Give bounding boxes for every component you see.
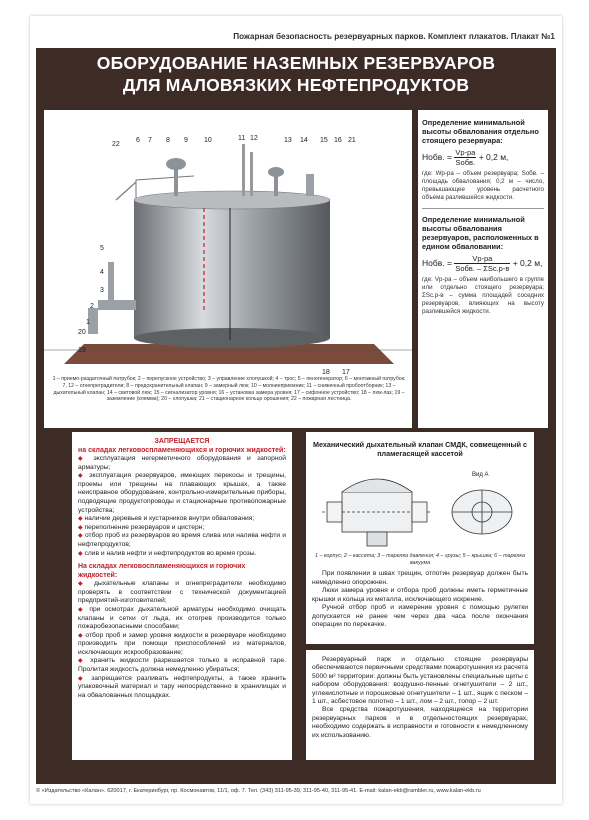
label-20: 20 [78, 329, 86, 336]
tank-illustration [44, 112, 412, 376]
rules-list-2 [78, 580, 286, 700]
rule-item: ◆ дыхательные клапаны и огнепреградители необходимо проверять в соответствии с технической документацией предприятий-изготовителей; [78, 580, 286, 605]
label-1: 1 [86, 319, 90, 326]
label-9: 9 [184, 137, 188, 144]
diamond-bullet-icon: ◆ [78, 516, 83, 523]
poster-title [36, 52, 556, 96]
label-15: 15 [320, 137, 328, 144]
def2-title: Определение минимальной высоты обвалования резервуаров, расположенных в едином обваловании: [422, 215, 539, 251]
def2-rhs: + 0,2 м, [512, 257, 543, 268]
def2-text: где: Vр-ра – объем наибольшего в группе или отдельно стоящего резервуара; ΣSс.р-в – сумма площадей соседних резервуаров, влияющих на высоту разлившейся жидкости. [422, 276, 544, 315]
def2-numerator: Vр-ра [454, 254, 510, 264]
label-16: 16 [334, 137, 342, 144]
diamond-bullet-icon: ◆ [78, 524, 83, 531]
diamond-bullet-icon: ◆ [78, 675, 86, 682]
label-17: 17 [342, 369, 350, 376]
diamond-bullet-icon: ◆ [78, 550, 83, 557]
tank-roof [134, 191, 330, 209]
rule-item: ◆ отбор проб и замер уровня жидкости в резервуаре необходимо производить при помощи приспособлений из материалов, исключающих искрообразование; [78, 631, 287, 656]
fire-equipment-text [312, 656, 528, 740]
rule-item: ◆ наличие деревьев и кустарников внутри обвалования; [78, 515, 255, 523]
def1-title: Определение минимальной высоты обвалования отдельно стоящего резервуара: [422, 118, 539, 145]
rules-title: ЗАПРЕЩАЕТСЯ [154, 438, 210, 445]
valve-notes [312, 570, 528, 630]
label-22: 22 [112, 141, 120, 148]
diamond-bullet-icon: ◆ [78, 581, 88, 588]
diamond-bullet-icon: ◆ [78, 456, 88, 462]
rule-item: ◆ эксплуатация негерметичного оборудования и запорной арматуры; [78, 455, 286, 471]
inlet-pipe [98, 300, 136, 310]
label-19: 19 [78, 347, 86, 354]
rule-item: ◆ переполнение резервуаров и цистерн; [78, 523, 205, 531]
tank-shell [134, 200, 330, 338]
def1-fraction [454, 148, 476, 167]
label-21: 21 [348, 137, 356, 144]
fire-ladder [116, 182, 136, 200]
def1-text: где: Wр-ра – объем резервуара; Sобв. – площадь обвалования; 0,2 м – число, превышающее уровень расчетного объема разлившейся жидкости. [422, 170, 544, 201]
title-line-2: ДЛЯ МАЛОВЯЗКИХ НЕФТЕПРОДУКТОВ [122, 75, 470, 95]
label-3: 3 [100, 287, 104, 294]
label-11: 11 [238, 135, 246, 142]
valve-note-1: При появлении в швах трещин, отпотин резервуар должен быть немедленно опорожнен. [312, 570, 528, 586]
valve-caption: 1 – корпус; 2 – кассета; 3 – тарелка давления; 4 – грузы; 5 – крышка; 6 – тарелка вакуума [315, 553, 525, 566]
diamond-bullet-icon: ◆ [78, 606, 86, 613]
def2-fraction [454, 254, 510, 273]
fire-text-1: Резервуарный парк и отдельно стоящие резервуары обеспечиваются первичными средствами пожаротушения из расчета 5000 м² территории: должны быть установлены специальные щиты с набором оборудования: воздушно-пенные огнетушители – 2 шт., углекислотные и порошковые огнетушители – 1 шт., ящик с песком – 1 шт., асбестовое полотно – 1 шт., лом – 2 шт., топор – 2 шт. [312, 656, 529, 706]
rules-content [78, 438, 286, 700]
valve-drawing [312, 462, 528, 552]
rules-subtitle-2: На складах легковоспламеняющихся и горючих жидкостей: [78, 563, 246, 579]
rules-list-1 [78, 455, 286, 558]
rule-item: ◆ эксплуатация резервуаров, имеющих перекосы и трещины, проемы или трещины на плавающих крышах, а также неисправное оборудование, контрольно-измерительные приборы, подводящие продуктопроводы и стационарные противопожарные устройства; [78, 472, 287, 514]
diamond-bullet-icon: ◆ [78, 473, 85, 480]
def1-denominator: Sобв. [455, 158, 476, 167]
def2-denominator: Sобв. – ΣSс.р-в [455, 264, 510, 273]
def2-formula [422, 254, 544, 273]
section-label: Вид А [472, 472, 489, 478]
rules-subtitle-1: на складах легковоспламеняющихся и горючих жидкостей: [78, 446, 286, 454]
valve-note-2: Люки замера уровня и отбора проб должны иметь герметичные крышки и кольца из металла, исключающего искрение. [312, 587, 528, 603]
rule-item: ◆ при осмотрах дыхательной арматуры необходимо очищать клапаны и сетки от льда, их отогрев производится только пожаробезопасными способами; [78, 605, 286, 631]
valve-note-3: Ручной отбор проб и измерение уровня с помощью рулетки допускается не ранее чем через два часа после окончания операции по перекачке. [312, 604, 528, 628]
rule-item: ◆ слив и налив нефти и нефтепродуктов во время грозы. [78, 549, 257, 557]
label-4: 4 [100, 269, 104, 276]
label-6: 6 [136, 137, 140, 144]
def1-numerator: Vр-ра [455, 148, 476, 157]
def1-rhs: + 0,2 м, [478, 151, 509, 162]
label-10: 10 [204, 137, 212, 144]
lightning-rod [242, 144, 245, 196]
title-line-1: ОБОРУДОВАНИЕ НАЗЕМНЫХ РЕЗЕРВУАРОВ [96, 53, 496, 73]
poster-series-line: Пожарная безопасность резервуарных парков. Комплект плакатов. Плакат №1 [233, 32, 555, 41]
fire-text-2: Все средства пожаротушения, находящиеся на территории резервуарных парков и в отдельностоящих резервуарах, необходимо содержать в исправности и готовности к немедленному их использованию. [312, 706, 528, 739]
def1-formula [422, 148, 544, 167]
label-7: 7 [148, 137, 152, 144]
breather-valve [268, 167, 284, 177]
label-5: 5 [100, 245, 104, 252]
rule-item: ◆ хранить жидкости разрешается только в исправной таре. Пролитая жидкость должна немедленно убираться; [78, 657, 286, 674]
publisher-footer: © «Издательство «Калан». 620017, г. Екатеринбург, пр. Космонавтов, 11/1, оф. 7. Тел. (343) 311-95-39, 311-95-40, 311-95-41. E-mail: kalan-ekb@rambler.ru, www.kalan-ekb.ru [36, 788, 481, 794]
label-13: 13 [284, 137, 292, 144]
diamond-bullet-icon: ◆ [78, 632, 84, 639]
label-18: 18 [322, 369, 330, 376]
valve-title: Механический дыхательный клапан СМДК, совмещенный с пламегасящей кассетой [312, 440, 528, 458]
label-8: 8 [166, 137, 170, 144]
rule-item: ◆ запрещается разливать нефтепродукты, а также хранить упаковочный материал и тару непосредственно в хранилищах и на обвалованных площадках. [78, 674, 286, 699]
definitions-divider [422, 208, 544, 209]
diagram-legend: 1 – приемо-раздаточный патрубок; 2 – перепускное устройство; 3 – управление хлопушкой; 4 – трос; 5 – пеногенератор; 6 – монтажный патрубок; 7, 12 – огнепреградители; 8 – предохранительный клапан; 9 – замерный люк; 10 – молниеприемник; 11 – сниженный пробоотборник; 13 – дыхательный клапан; 14 – световой люк; 15 – сигнализатор уровня; 16 – установка замера уровня; 17 – сифонное устройство; 18 – люк-лаз; 19 – заземление (клемма); 20 – хлопушка; 21 – стационарное кольцо орошения; 22 – пожарная лестница. [52, 376, 406, 403]
diamond-bullet-icon: ◆ [78, 533, 83, 540]
def2-lhs: Hобв. = [422, 257, 452, 268]
label-12: 12 [250, 135, 258, 142]
rule-item: ◆ отбор проб из резервуаров во время слива или налива нефти и нефтепродуктов; [78, 532, 286, 548]
diamond-bullet-icon: ◆ [78, 658, 86, 665]
definitions-content [422, 118, 544, 316]
label-14: 14 [300, 137, 308, 144]
def1-lhs: Hобв. = [422, 151, 452, 162]
label-2: 2 [90, 303, 94, 310]
